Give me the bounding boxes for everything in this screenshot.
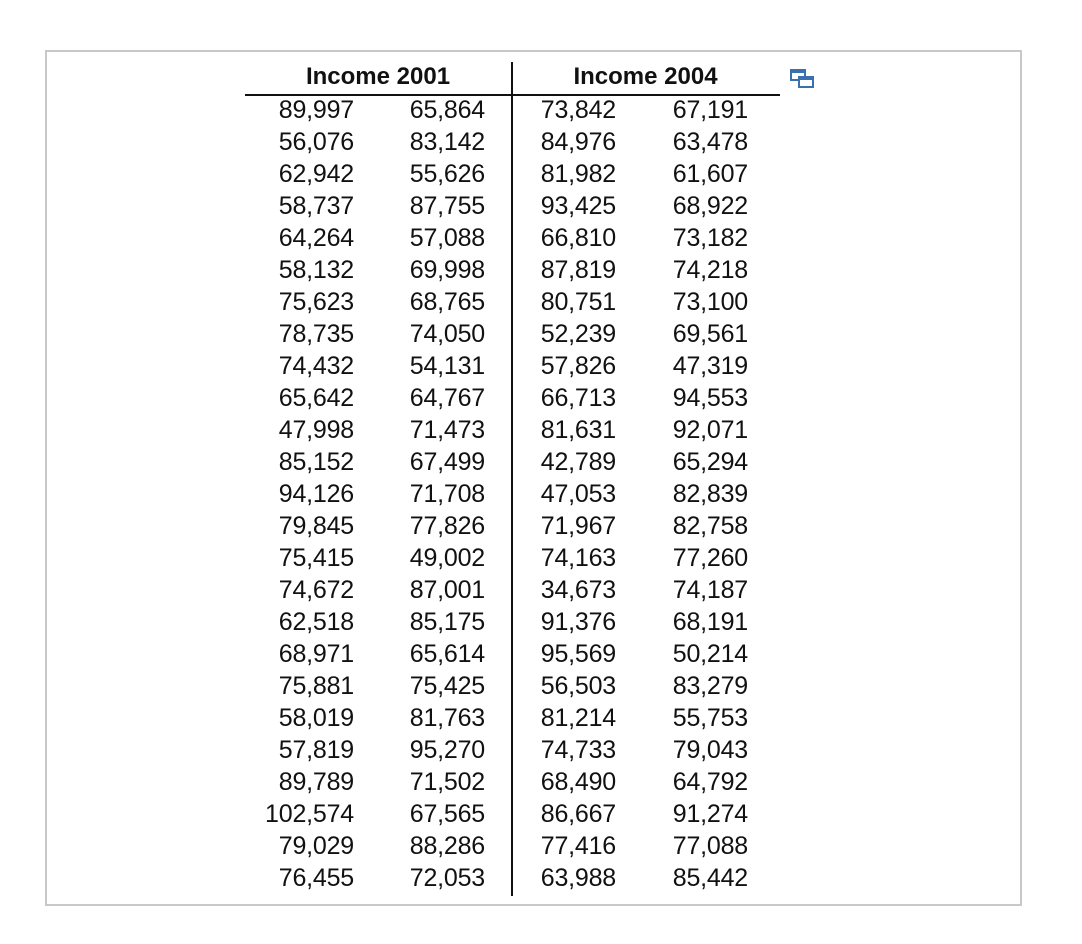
table-row bbox=[245, 254, 780, 286]
table-row bbox=[245, 862, 780, 894]
cell-income-2004-col2: 83,279 bbox=[672, 672, 748, 700]
cell-income-2001-col1: 85,152 bbox=[278, 448, 354, 476]
cell-income-2004-col2: 55,753 bbox=[672, 704, 748, 732]
cell-income-2001-col2: 83,142 bbox=[409, 128, 485, 156]
cell-income-2004-col2: 73,100 bbox=[672, 288, 748, 316]
table-row bbox=[245, 798, 780, 830]
cell-income-2004-col1: 68,490 bbox=[540, 768, 616, 796]
cell-income-2004-col2: 82,758 bbox=[672, 512, 748, 540]
cell-income-2001-col1: 64,264 bbox=[278, 224, 354, 252]
cell-income-2001-col2: 71,473 bbox=[409, 416, 485, 444]
cell-income-2004-col2: 68,922 bbox=[672, 192, 748, 220]
cell-income-2004-col2: 74,218 bbox=[672, 256, 748, 284]
cell-income-2001-col2: 88,286 bbox=[409, 832, 485, 860]
cell-income-2004-col2: 91,274 bbox=[672, 800, 748, 828]
cell-income-2001-col2: 74,050 bbox=[409, 320, 485, 348]
cell-income-2001-col2: 81,763 bbox=[409, 704, 485, 732]
table-row bbox=[245, 286, 780, 318]
cell-income-2001-col1: 74,432 bbox=[278, 352, 354, 380]
cell-income-2004-col1: 63,988 bbox=[540, 864, 616, 892]
table-row bbox=[245, 350, 780, 382]
cell-income-2004-col1: 71,967 bbox=[540, 512, 616, 540]
cell-income-2001-col2: 54,131 bbox=[409, 352, 485, 380]
cell-income-2001-col1: 94,126 bbox=[278, 480, 354, 508]
cell-income-2001-col2: 67,499 bbox=[409, 448, 485, 476]
table-row bbox=[245, 606, 780, 638]
header-income-2001: Income 2001 bbox=[305, 63, 451, 90]
cell-income-2004-col2: 82,839 bbox=[672, 480, 748, 508]
cell-income-2001-col2: 57,088 bbox=[409, 224, 485, 252]
cell-income-2004-col2: 77,088 bbox=[672, 832, 748, 860]
table-row bbox=[245, 510, 780, 542]
cell-income-2001-col2: 55,626 bbox=[409, 160, 485, 188]
cell-income-2004-col2: 65,294 bbox=[672, 448, 748, 476]
cell-income-2004-col2: 47,319 bbox=[672, 352, 748, 380]
table-row bbox=[245, 190, 780, 222]
cell-income-2001-col1: 75,415 bbox=[278, 544, 354, 572]
cell-income-2004-col1: 66,713 bbox=[540, 384, 616, 412]
cell-income-2001-col2: 87,001 bbox=[409, 576, 485, 604]
table-row bbox=[245, 766, 780, 798]
cell-income-2001-col2: 68,765 bbox=[409, 288, 485, 316]
cell-income-2004-col1: 81,982 bbox=[540, 160, 616, 188]
cell-income-2004-col1: 74,163 bbox=[540, 544, 616, 572]
cell-income-2004-col1: 42,789 bbox=[540, 448, 616, 476]
cell-income-2001-col1: 62,942 bbox=[278, 160, 354, 188]
cell-income-2001-col2: 72,053 bbox=[409, 864, 485, 892]
cell-income-2004-col1: 81,214 bbox=[540, 704, 616, 732]
cell-income-2001-col2: 65,614 bbox=[409, 640, 485, 668]
cell-income-2004-col1: 80,751 bbox=[540, 288, 616, 316]
table-row bbox=[245, 830, 780, 862]
cell-income-2004-col2: 64,792 bbox=[672, 768, 748, 796]
cell-income-2004-col2: 69,561 bbox=[672, 320, 748, 348]
cell-income-2004-col1: 47,053 bbox=[540, 480, 616, 508]
table-row bbox=[245, 478, 780, 510]
cell-income-2001-col1: 89,997 bbox=[278, 96, 354, 124]
cell-income-2001-col1: 56,076 bbox=[278, 128, 354, 156]
copy-table-icon[interactable] bbox=[790, 69, 814, 89]
table-row bbox=[245, 94, 780, 126]
table-row bbox=[245, 638, 780, 670]
cell-income-2001-col1: 79,029 bbox=[278, 832, 354, 860]
cell-income-2004-col1: 73,842 bbox=[540, 96, 616, 124]
table-row bbox=[245, 574, 780, 606]
cell-income-2004-col1: 34,673 bbox=[540, 576, 616, 604]
table-row bbox=[245, 734, 780, 766]
cell-income-2004-col2: 63,478 bbox=[672, 128, 748, 156]
cell-income-2004-col1: 77,416 bbox=[540, 832, 616, 860]
cell-income-2001-col2: 65,864 bbox=[409, 96, 485, 124]
cell-income-2001-col1: 47,998 bbox=[278, 416, 354, 444]
cell-income-2004-col2: 94,553 bbox=[672, 384, 748, 412]
cell-income-2004-col1: 52,239 bbox=[540, 320, 616, 348]
table-row bbox=[245, 382, 780, 414]
cell-income-2001-col1: 58,737 bbox=[278, 192, 354, 220]
cell-income-2001-col1: 102,574 bbox=[265, 800, 354, 828]
table-row bbox=[245, 158, 780, 190]
cell-income-2004-col2: 92,071 bbox=[672, 416, 748, 444]
cell-income-2004-col2: 67,191 bbox=[672, 96, 748, 124]
cell-income-2001-col2: 71,708 bbox=[409, 480, 485, 508]
cell-income-2004-col1: 91,376 bbox=[540, 608, 616, 636]
cell-income-2004-col1: 74,733 bbox=[540, 736, 616, 764]
cell-income-2001-col1: 65,642 bbox=[278, 384, 354, 412]
cell-income-2001-col2: 69,998 bbox=[409, 256, 485, 284]
data-table-body bbox=[245, 94, 780, 894]
table-row bbox=[245, 542, 780, 574]
table-row bbox=[245, 414, 780, 446]
cell-income-2004-col2: 73,182 bbox=[672, 224, 748, 252]
cell-income-2001-col2: 85,175 bbox=[409, 608, 485, 636]
cell-income-2004-col1: 86,667 bbox=[540, 800, 616, 828]
cell-income-2001-col1: 58,019 bbox=[278, 704, 354, 732]
cell-income-2001-col1: 75,881 bbox=[278, 672, 354, 700]
table-row bbox=[245, 446, 780, 478]
cell-income-2004-col1: 84,976 bbox=[540, 128, 616, 156]
cell-income-2001-col1: 78,735 bbox=[278, 320, 354, 348]
cell-income-2004-col1: 66,810 bbox=[540, 224, 616, 252]
cell-income-2004-col2: 61,607 bbox=[672, 160, 748, 188]
cell-income-2001-col2: 87,755 bbox=[409, 192, 485, 220]
cell-income-2001-col2: 49,002 bbox=[409, 544, 485, 572]
cell-income-2004-col2: 74,187 bbox=[672, 576, 748, 604]
cell-income-2001-col1: 76,455 bbox=[278, 864, 354, 892]
cell-income-2004-col1: 81,631 bbox=[540, 416, 616, 444]
table-row bbox=[245, 318, 780, 350]
cell-income-2004-col1: 95,569 bbox=[540, 640, 616, 668]
table-row bbox=[245, 126, 780, 158]
cell-income-2001-col2: 77,826 bbox=[409, 512, 485, 540]
cell-income-2001-col1: 79,845 bbox=[278, 512, 354, 540]
cell-income-2001-col2: 67,565 bbox=[409, 800, 485, 828]
cell-income-2001-col2: 64,767 bbox=[409, 384, 485, 412]
cell-income-2001-col2: 75,425 bbox=[409, 672, 485, 700]
cell-income-2001-col2: 95,270 bbox=[409, 736, 485, 764]
table-row bbox=[245, 670, 780, 702]
copy-icon-graphic bbox=[790, 69, 814, 89]
cell-income-2004-col2: 79,043 bbox=[672, 736, 748, 764]
cell-income-2004-col2: 50,214 bbox=[672, 640, 748, 668]
cell-income-2001-col1: 57,819 bbox=[278, 736, 354, 764]
cell-income-2001-col1: 74,672 bbox=[278, 576, 354, 604]
cell-income-2001-col1: 58,132 bbox=[278, 256, 354, 284]
cell-income-2004-col1: 93,425 bbox=[540, 192, 616, 220]
header-income-2004: Income 2004 bbox=[573, 63, 718, 90]
cell-income-2004-col1: 57,826 bbox=[540, 352, 616, 380]
cell-income-2004-col1: 87,819 bbox=[540, 256, 616, 284]
cell-income-2001-col1: 68,971 bbox=[278, 640, 354, 668]
cell-income-2001-col2: 71,502 bbox=[409, 768, 485, 796]
cell-income-2004-col2: 68,191 bbox=[672, 608, 748, 636]
cell-income-2001-col1: 75,623 bbox=[278, 288, 354, 316]
table-row bbox=[245, 222, 780, 254]
cell-income-2004-col2: 85,442 bbox=[672, 864, 748, 892]
cell-income-2001-col1: 62,518 bbox=[278, 608, 354, 636]
cell-income-2004-col1: 56,503 bbox=[540, 672, 616, 700]
cell-income-2004-col2: 77,260 bbox=[672, 544, 748, 572]
cell-income-2001-col1: 89,789 bbox=[278, 768, 354, 796]
table-row bbox=[245, 702, 780, 734]
